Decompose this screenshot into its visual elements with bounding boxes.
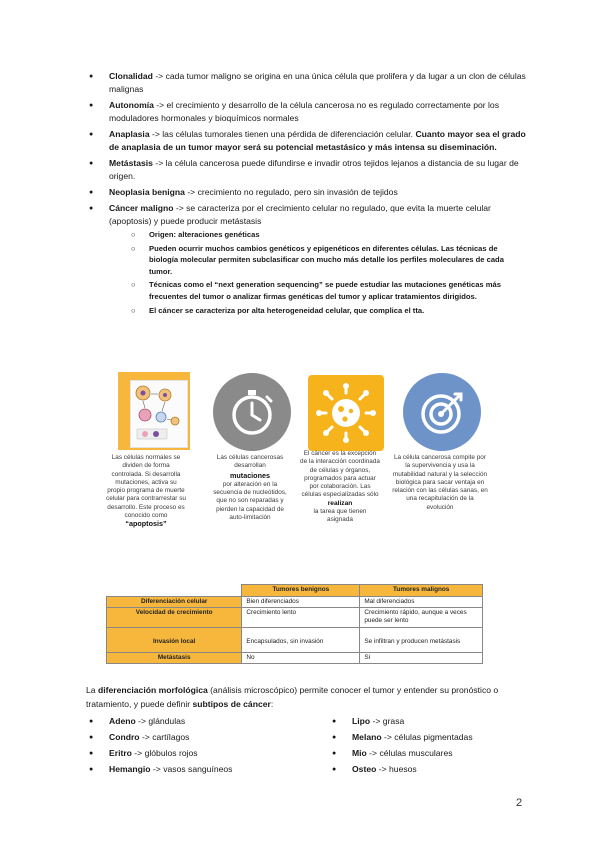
table-cell: Encapsulados, sin invasión: [242, 627, 360, 652]
cell-diagram-graphic: [131, 381, 187, 447]
caption-text: El cáncer es la excepción de la interacción coordinada de células y órganos, programados para actuar por colaboración. Las células especializadas sólo: [300, 450, 380, 499]
sub-list-item: ○ Pueden ocurrir muchos cambios genéticos y epigenéticos en diferentes células. Las técnicas de biología molecular permiten subclasificar con mucho más detalle los perfiles moleculares de cada tumor.: [129, 243, 526, 278]
table-cell: Se infiltran y producen metástasis: [360, 627, 483, 652]
subtype-term: Adeno: [109, 716, 136, 726]
table-cell: Mal diferenciados: [360, 597, 483, 608]
virus-icon: [308, 375, 384, 451]
stopwatch-icon: [213, 373, 291, 451]
bullet-text: -> crecimiento no regulado, pero sin invasión de tejidos: [184, 187, 398, 197]
row-header: Diferenciación celular: [107, 597, 242, 608]
subtype-term: Lipo: [352, 716, 371, 726]
column-header: Tumores benignos: [242, 585, 360, 597]
para-term: subtipos de cáncer: [192, 699, 271, 709]
subtype-text: -> células musculares: [366, 747, 453, 758]
list-item: [86, 202, 526, 316]
table-corner-cell: [107, 585, 242, 597]
list-item: [86, 763, 316, 776]
row-header: Velocidad de crecimiento: [107, 608, 242, 627]
caption-apoptosis: [106, 454, 186, 529]
target-icon: [403, 373, 481, 451]
virus-graphic: [308, 375, 384, 451]
bullet-extra: Cuanto mayor sea el grado de anaplasia de un tumor mayor será su potencial metastásico y más intensa su diseminación.: [109, 129, 526, 152]
bullet-term: Neoplasia benigna: [109, 187, 185, 197]
caption-cooperation: [300, 450, 380, 525]
caption-text: la tarea que tienen asignada: [313, 508, 367, 524]
caption-text: por alteración en la secuencia de nucleótidos, que no son reparadas y pierden la capacidad de auto-limitación: [213, 480, 287, 522]
list-item: [329, 731, 529, 744]
subtype-term: Condro: [109, 731, 140, 742]
bullet-term: Autonomía: [109, 100, 154, 110]
bullet-term: Metástasis: [109, 158, 153, 168]
column-header: Tumores malignos: [360, 585, 483, 597]
list-item: [86, 157, 526, 183]
subtype-term: Melano: [352, 731, 382, 742]
caption-strong: realizan: [327, 499, 353, 507]
list-item: [86, 731, 316, 744]
subtype-text: -> cartílagos: [139, 731, 190, 742]
bullet-text: -> se caracteriza por el crecimiento celular no regulado, que evita la muerte celular (apoptosis) y puede producir metástasis: [109, 203, 491, 226]
bullet-term: Clonalidad: [109, 71, 153, 81]
list-item: [86, 715, 316, 728]
bullet-text: -> la célula cancerosa puede difundirse e invadir otros tejidos lejanos a distancia de su lugar de origen.: [109, 158, 519, 181]
list-item: [329, 747, 529, 760]
subtype-text: -> grasa: [370, 716, 405, 726]
subtype-text: -> vasos sanguíneos: [150, 763, 233, 774]
caption-survival: [392, 454, 488, 512]
table-cell: Bien diferenciados: [242, 597, 360, 608]
para-text: La: [86, 685, 98, 695]
bullet-text: -> cada tumor maligno se origina en una única célula que prolifera y da lugar a un clon de células malignas: [109, 71, 526, 94]
caption-strong: “apoptosis”: [125, 519, 167, 529]
subtype-text: -> glóbulos rojos: [131, 747, 198, 758]
para-text: (análisis microscópico) permite conocer el tumor y entender su pronóstico o tratamiento, y puede definir: [86, 685, 499, 709]
subtypes-list-left: [86, 715, 316, 779]
subtypes-list-right: [329, 715, 529, 779]
table-row: [107, 627, 483, 652]
cancer-sublist: [109, 229, 526, 316]
para-text: :: [270, 699, 274, 709]
page-number: 2: [516, 797, 523, 809]
morphology-paragraph: [86, 683, 516, 711]
row-header: Metástasis: [107, 652, 242, 663]
tumor-comparison-table: [106, 584, 483, 664]
caption-mutations: [208, 454, 292, 522]
bullet-text: -> el crecimiento y desarrollo de la célula cancerosa no es regulado correctamente por los moduladores hormonales y bioquímicos normales: [109, 100, 499, 123]
list-item: [329, 715, 529, 728]
target-graphic: [403, 373, 481, 451]
subtype-text: -> células pigmentadas: [381, 731, 473, 742]
list-item: [86, 70, 526, 96]
para-term: diferenciación morfológica: [97, 685, 208, 695]
table-row: [107, 608, 483, 627]
caption-text: Las células normales se dividen de forma controlada. Si desarrolla mutaciones, activa su propio programa de muerte celular para contrarrestar su desarrollo. Este proceso es conocido como: [106, 454, 186, 520]
sub-list-item: ○ Origen: alteraciones genéticas: [129, 229, 526, 241]
sub-list-item: ○ El cáncer se caracteriza por alta heterogeneidad celular, que complica el tta.: [129, 305, 526, 317]
subtype-text: -> huesos: [376, 763, 417, 774]
stopwatch-graphic: [213, 373, 291, 451]
list-item: [86, 186, 526, 199]
illustration-row: [118, 372, 498, 452]
caption-text: Las células cancerosas desarrollan: [216, 454, 284, 470]
subtype-term: Eritro: [109, 747, 132, 758]
subtype-term: Mio: [352, 747, 367, 758]
caption-strong: mutaciones: [230, 470, 270, 480]
list-item: [86, 99, 526, 125]
caption-text: La célula cancerosa compite por la supervivencia y usa la mutabilidad natural y la selección biológica para sacar ventaja en relación con las células sanas, en una recapitulación de la evolución: [392, 454, 488, 511]
bullet-term: Cáncer maligno: [109, 203, 174, 213]
characteristics-list: [86, 70, 526, 319]
table-row: [107, 597, 483, 608]
table-cell: Sí: [360, 652, 483, 663]
cell-diagram-icon: [118, 372, 190, 450]
subtype-term: Osteo: [352, 763, 377, 774]
table-cell: Crecimiento rápido, aunque a veces puede ser lento: [360, 608, 483, 627]
row-header: Invasión local: [107, 627, 242, 652]
table-row: [107, 652, 483, 663]
list-item: [329, 763, 529, 776]
table-cell: No: [242, 652, 360, 663]
subtype-text: -> glándulas: [135, 716, 186, 726]
table-header-row: [107, 585, 483, 597]
list-item: [86, 128, 526, 154]
sub-list-item: ○ Técnicas como el “next generation sequencing” se puede estudiar las mutaciones genéticas más frecuentes del tumor o analizar firmas genéticas del tumor y aplicar tratamientos dirigidos.: [129, 279, 526, 302]
subtype-term: Hemangio: [109, 763, 151, 774]
bullet-text: -> las células tumorales tienen una pérdida de diferenciación celular.: [149, 129, 414, 139]
bullet-term: Anaplasia: [109, 129, 150, 139]
list-item: [86, 747, 316, 760]
cell-diagram-panel: [130, 380, 188, 448]
table-cell: Crecimiento lento: [242, 608, 360, 627]
